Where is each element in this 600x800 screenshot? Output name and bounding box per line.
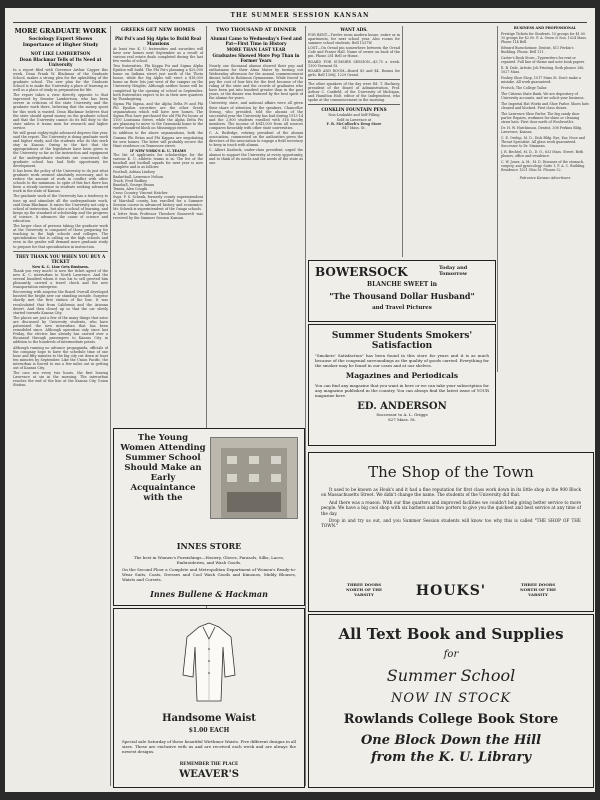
column-divider (402, 26, 403, 257)
store-name: Rowlands College Book Store (343, 712, 559, 727)
column-divider (110, 26, 111, 786)
subheadline: New K. C. Line Gets Business. (32, 264, 89, 269)
list-item: Baseball, George Beaux (113, 182, 155, 187)
masthead-rule (13, 22, 587, 23)
blouse-illustration (179, 615, 239, 705)
directory-item: J. R. Bechtel, M. D., D. O., 633 Mass. Street. Both phones, office and residence. (501, 150, 584, 159)
subheadline: Dean Blackmar Tells of Its Need at University (19, 56, 102, 67)
paragraph: Recovering with surprise the Board Overall developed boosted the bright new car standing outside. Surprise shortly met the first station of the line. It was recalculated that from California and the Arizona desert. And then closed up so that the car slowly started towards Kansas City. (13, 290, 108, 315)
paragraph: The other speakers of the day were Ed. T. Hackney, president of the Board of Administration, Prof. Arthur C. Canfield, of the University of Michigan, and Hamilton Holt, editor of the Independent, who spoke at the commencement in the morning. (308, 81, 400, 103)
paragraph: The places are just a few of the many things that arise are discussed by University students, who have patronized the new interurban that has been remodeled since. Although operation only since last Friday, the electric line already has carried over a thousand through passengers to Kansas City in addition to the hundreds of intermediate points. (13, 315, 108, 345)
athlete-list (113, 170, 203, 195)
subheadline: Alumni Came to Wednesday's Feed and Pat—First Time in History (210, 35, 302, 46)
store-signature: Innes Bullene & Hackman (150, 589, 268, 599)
film-title: "The Thousand Dollar Husband" (329, 291, 475, 301)
store-name: ED. ANDERSON (357, 401, 447, 412)
directory-item: Edward Buescheimer, Dentist, 811 Perkin's Building. Phone, Bell 111. (501, 46, 574, 55)
ad-body: Drop in and try us out, and you Summer Session students will know too why this is called "THE SHOP OF THE TOWN." (321, 518, 581, 529)
store-name: WEAVER'S (179, 769, 239, 780)
pen-ad-subtitle: Non-Leakable and Self-Filling (328, 113, 380, 118)
want-ad: BOARD AND ROOM—Board $3 and $4. Rooms for girls. Bell 1306J. 1229 Oread. (308, 68, 400, 77)
directory-item: The Imperial Hat Works and Shoe Parlor. Shoes hats cleaned and blocked. First class shines. (501, 102, 589, 111)
ad-body: On the Second Floor a Complete and Metropolitan Department of Women's Ready-to-Wear Suits, Coats, Dresses and Cool Wash Goods and Kimonos, Middy Blouses, Waists and Corsets. (122, 567, 296, 582)
subheadline: MORE THAN LAST YEAR (226, 46, 286, 52)
ad-headline: The Young Women Attending Summer School Should Make an Early Acquaintance with the (120, 433, 206, 503)
headline: MORE GRADUATE WORK (14, 27, 107, 35)
store-successor: Successor to A. L. Griggs (376, 412, 428, 417)
want-ad: FOR RENT—Twelve room modern house, entire or in apartments, for next school year. Also rooms for summer school students. Bell 1037W. (308, 33, 400, 46)
masthead: THE SUMMER SESSION KANSAN (230, 12, 370, 19)
column-divider (305, 26, 306, 786)
pen-ad-title: CONKLIN FOUNTAIN PENS (321, 107, 387, 113)
location-note: THREE DOORS NORTH OF THE VARSITY (519, 582, 557, 597)
directory-item: Dr. H. W. Hutchinson, Dentist, 308 Perkins Bldg. Lawrence, Kansas. (501, 126, 583, 135)
store-name: INNES STORE (176, 541, 242, 551)
rowlands-ad (308, 614, 594, 788)
headline: THEY THANK YOU WHEN YOU BUY A TICKET (15, 253, 106, 264)
ad-body: It used to be known as Houk's and it had a fine reputation for first class work down in its little shop in the 900 Block on Massachusetts Street. We didn't change the name. The students of the University did that. (321, 487, 581, 498)
list-item: Cross Country, Vincent Hatcher (113, 190, 168, 195)
paragraph: In a report filed with Governor Arthur Capper this week, Dean Frank W. Blackmar of the Graduate School, makes a strong plea for the upbuilding of the graduate school. The new plan for the Graduate School is to make the University a place of learning as well as a place of study in preparation for life. (13, 67, 108, 93)
directory-item: E. B. Dale, Artistic Job Printing. Both phones 286, 1027 Mass. (501, 66, 585, 75)
pen-ad-sold: Sold in Lawrence at (336, 117, 372, 122)
want-ad: LOST—On Oread pin somewhere between the Oread Cafe and Fraser Hall. Name of owner on back of the pin. Phone 281 Bell or Home. (308, 46, 400, 59)
paragraph: C. Albert Kasbeck, under-class president, urged the alumni to support the University at every opportunity, and to think of its needs and the needs of the state as one. (209, 148, 303, 165)
paragraph: C. A. Rutledge, retiring president of the alumni association, commented on the authorities given the directors of the association to engage a field secretary to keep in touch with alumni. (209, 131, 303, 148)
ad-headline: All Text Book and Supplies (338, 625, 564, 643)
ad-body: And there was a reason. With our fine quarters and improved facilities we couldn't help giving better service to more people. We have a big cool shop with six barbers and two porters to give you the quickest and best service at any time of the day. (321, 499, 581, 516)
store-name: HOUKS' (415, 583, 487, 599)
paragraph: University, state, and national affairs were all given their share of attention by the speakers. Chancellor Strong, who presided, told the alumni of the successful year the University has had during 1913-14 and the 2,800 students enrolled with 316 faculty members. The income of $941,000 from all sources compares favorably with other state universities. (209, 101, 303, 130)
ad-line: One Block Down the Hill (360, 733, 542, 748)
want-ads (308, 26, 400, 256)
list-item: Tennis, Alex Coughi (113, 186, 148, 191)
show-when: Tomorrow (439, 271, 468, 277)
ad-body: You can find any magazine that you want in here or we can take your subscription for any magazine published in the country. You can always find the latest issue of YOUR magazine here. (315, 383, 489, 398)
ad-line: NOW IN STOCK (390, 691, 512, 706)
paragraph: Two fraternities, Phi Kappa Psi and Sigma Alpha Epsilon will build. The Phi Psi's planning a $25,000 home on Indiana street just north of the Theta house, while the Sig Alphs will erect a $18,000 home on their lots just west of the campus on the University Heights. Although neither house will be completed by the opening of school in September, both fraternities expect to be in their new quarters by Thanksgiving. (113, 63, 203, 101)
directory-item: The Citizens State Bank. We are depository of University accounts, and we solicit your business. (501, 92, 585, 101)
paragraph: The larger class of persons taking the graduate work at the University is composed of those preparing for teaching in the high schools and colleges. The specialization that is calling on the high schools and even in the grades will demand more graduate study to prepare for that specialization in instruction. (13, 224, 108, 249)
paragraph: Thank you very much! is now the ticket agent of the new K. C. interurban to North Lawrence. And the several hundred whom it was his to sell greeted him pleasantly, carried a travel check and the new transportation enterprise. (13, 268, 108, 290)
paragraph: Supt. F. S. Schenk, formerly county superintendent of Marshall county, has enrolled for a Summer Session course in advanced history and economics. Mr. Schenk is superintendent of the Onaga schools. (113, 194, 203, 212)
directory-title: BUSINESS AND PROFESSIONAL (513, 26, 577, 30)
ad-title: Summer Students Smokers' Satisfaction (331, 331, 473, 351)
article-graduate-work (13, 26, 108, 786)
ad-title: Handsome Waist (162, 713, 256, 724)
directory-footer: Patronize Kansan Advertisers (519, 176, 571, 181)
theater-name: BOWERSOCK (315, 265, 408, 279)
ad-body: "Smokers' Satisfaction" has been found in this store for years and it is as much because of the congenial surroundings as the quality of goods carried. Everything for the smoker may be found in our cases and at our shelves. (315, 353, 489, 368)
paragraph: The graduate work of the University has a tendency to tone up and stimulate all the undergraduate work, said Dean Blackmar. It raises the University not only a school of instruction, but also a school of learning, and keeps up the standard of scholarship and the progress of science. It advances the cause of science and education. (13, 194, 108, 223)
directory-item: Protsch, The College Tailor. (501, 86, 548, 91)
film-extra: and Travel Pictures (372, 305, 432, 311)
paragraph: We will grant eighty-eight advanced degrees this year, said the report. The University is doing graduate work and higher study, and the students who do this work stay in Kansas. Owing to the fact that the appropriations of the legislature have been given to the University so far as the instruction and equipment of the undergraduate students are concerned, the graduate school has had little opportunity for development. (13, 131, 108, 168)
store-building-illustration (210, 437, 298, 519)
directory-item: C. W. Jones, A. M., M. D. Diseases of the stomach, surgery, and gynecology. Suite 1, F. A. C. Building. Residence 1201 Ohio St. Phones 32. (501, 160, 586, 173)
paragraph: The list of applicants for scholarships for the various K. U. athletic teams is in. The list of the baseball and football squads for next year is now complete and is as follows: (113, 153, 203, 170)
ad-title: The Shop of the Town (368, 463, 534, 481)
headline: TWO THOUSAND AT DINNER (215, 27, 297, 33)
want-ads-title: WANT ADS. (340, 27, 368, 32)
paragraph: In addition to the above organizations, both the Gamma Phi Betas and Phi Kappas are negotiating for new homes. The latter will probably secure the Hunt residence on Tennessee street. (113, 131, 203, 148)
paragraph: Although running no advance propaganda, officials of the company hope to have the schedule time of one hour and fifty minutes to the big city cut down at least ten minutes by September. Like the Union Pacific, the interurban is forced to run a few miles out in getting out of Kansas City. (13, 345, 108, 370)
ad-body: The best in Women's Furnishings—Hosiery, Gloves, Parasols, Silks, Laces, Embroideries, and Wash Goods. (133, 555, 285, 565)
paragraph: It has been the policy of the University to do just what graduate work seemed absolutely necessary, and to reduce the amount of work in conflict with other schools to the minimum. In spite of this fact there has been a steady increase in students seeking advanced work in the state of Kansas. (13, 168, 108, 194)
paragraph: A letter from Professor Theodore Roosevelt was received by the Summer Session Kansan. (113, 212, 203, 221)
paragraph: Sigma Phi Sigma, and the Alpha Delta Pi and Phi Phi Epsilon sororities are the other Greek organizations which will have new homes. The Sigma Phis have purchased the old Phi Psi house at 1100 Louisiana Street, while the Alpha Delta Pis are planning to move to the Graminski home to the twelve hundred block on Mississippi street. (113, 101, 203, 131)
ad-line: for (443, 649, 459, 660)
weavers-ad (113, 608, 305, 788)
subheadline: NOT LIKE LAMBERTSON (30, 50, 91, 56)
article-alumni-dinner (209, 26, 303, 346)
headline: GREEKS GET NEW HOMES (121, 27, 195, 33)
innes-ad (113, 428, 305, 606)
directory-item: C. E. Orelup, M. D., Dick Bldg. Eye, Ear, Nose and Throat Specialist. All glass work guaranteed. Successor to Dr. Simmons. (501, 136, 585, 149)
store-address: 827 Mass. St. (388, 417, 416, 422)
want-ad: BOARD FOR SUMMER SESSION—$3.75 a week. 1300 Vermont St. (308, 59, 400, 68)
subheadline: Sociology Expert Shows Importance of Higher Study (22, 36, 99, 48)
article-greeks (113, 26, 203, 426)
directory-item: Carter's Book Store—Typewriters for rent or repaired. Full line of theme and note book papers. (501, 56, 586, 65)
show-when: Today and (439, 265, 468, 271)
paragraph: At least two K. U. fraternities and sororities will have new homes next September as a result of various real estate deals completed during the last few weeks of school. (113, 46, 203, 63)
list-item: Track, Fred Rodkey (113, 178, 147, 183)
headline: IF NEW YORK'S K. U. TEAMS (130, 148, 186, 153)
houks-ad (308, 452, 594, 612)
list-item: Basketball, Lawrence Nelson (113, 174, 164, 179)
paragraph: The cars run every two hours, the first leaving Lawrence at six in the morning. The interurban reaches the end of the line at the Kansas City Union Station. (13, 371, 108, 388)
newspaper-page (5, 8, 595, 792)
anderson-ad (308, 324, 496, 446)
paragraph: Nearly one thousand alumni showed their pep and enthusiasm for their Alma Mater by turning out Wednesday afternoon for the annual commencement dinner, held in Robinson Gymnasium. While forced to pay the cost of four bits for the feed because of the ruling of the state and the crowds of graduates who have been put into hundred greater than in the past years, at the dinner was featured by the best spirit of the alumni for years. (209, 63, 303, 101)
business-directory (501, 26, 589, 386)
paragraph: The report takes a view directly opposite to that expressed by Senator Lambertson, who has been severe in criticism of the state University and the graduate work there, believing that the money spent for this work is wasted. Dean Blackmar believes that the state should spend money on the graduate school and that the University cannot do its full duty to the state unless it trains men for research and higher service. (13, 93, 108, 130)
ad-line: from the K. U. Library (370, 750, 532, 765)
location-note: THREE DOORS NORTH OF THE VARSITY (345, 582, 383, 597)
bowersock-ad (308, 260, 496, 322)
directory-item: Fookey Shoe Shop, 1017 Mass St. Don't make a mistake. All work guaranteed. (501, 76, 581, 85)
ad-body: Special sale Saturday of these beautiful Wirthmor Waists. Five different designs in all sizes. These are exclusive with us and are received each week and are always the newest designs. (122, 739, 296, 754)
ad-remember: REMEMBER THE PLACE (179, 761, 239, 766)
directory-item: The Lawrence Shoe Parlor. The big candy shoe parlor. Repairs, workmen for shine or cleaning straw hats. First door north of Woolworth's. (501, 112, 580, 125)
ad-subtitle: Magazines and Periodicals (345, 371, 459, 380)
subheadline: Phi Psi's and Sig Alphs to Build Real Mansions (115, 35, 201, 46)
ad-line: Summer School (386, 666, 516, 685)
directory-item: Prestige Tickets for Students. 10 groups for $1.00. 10 groups for $2.00. F. A. Owen & Son, 1024 Mass. Phone 114 Bell. (501, 32, 587, 45)
pen-ad-store: F. B. McColloch's Drug Store (326, 121, 382, 126)
star-name: BLANCHE SWEET in (367, 281, 437, 288)
subheadline: Graduates Showed More Pep Than in Former Years (212, 52, 300, 63)
ad-price: $1.00 EACH (188, 727, 230, 734)
pen-ad-address: 847 Mass. St. (342, 125, 366, 130)
list-item: Football, Adrian Lindsey (113, 170, 156, 175)
column-divider (497, 26, 498, 372)
